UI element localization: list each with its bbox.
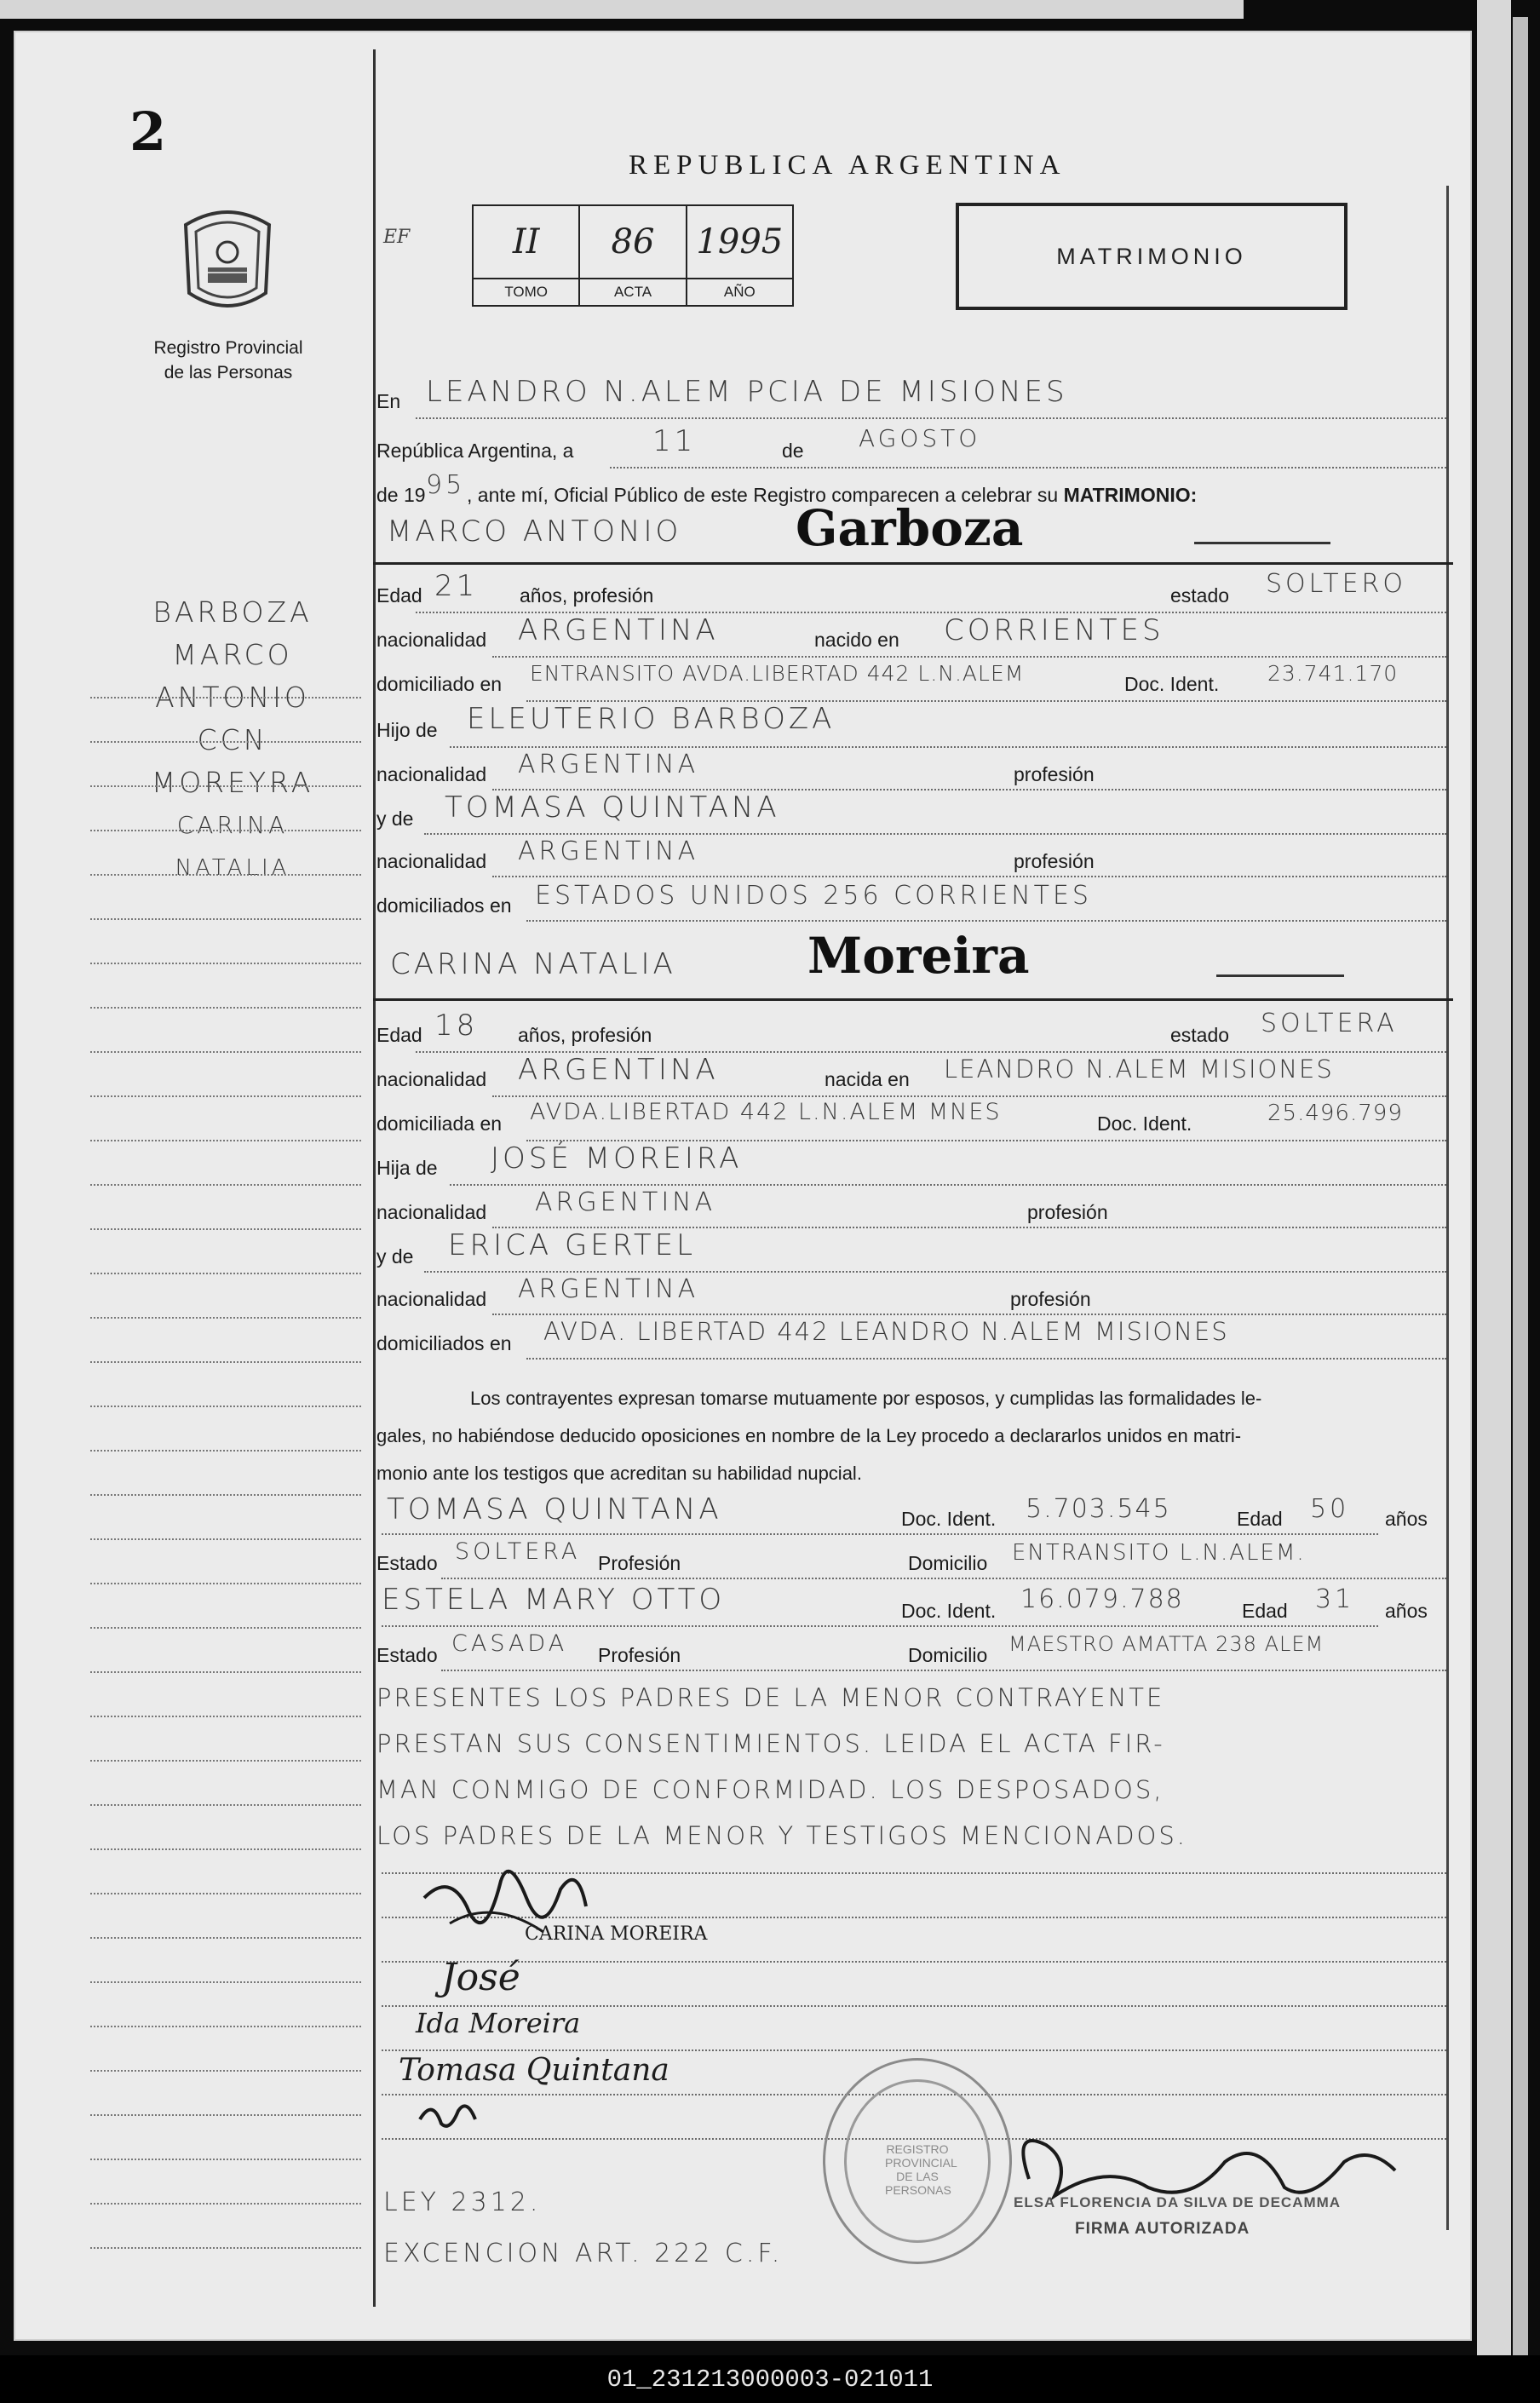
signature-jose: José	[441, 1956, 520, 1999]
marriage-record-page	[15, 32, 1470, 2339]
country-title: REPUBLICA ARGENTINA	[629, 150, 1066, 181]
de-label: de	[782, 440, 804, 462]
note-line: PRESENTES LOS PADRES DE LA MENOR CONTRAYENTE	[376, 1683, 1165, 1712]
bride-line-6	[424, 1271, 1446, 1273]
margin-ruled-line	[90, 1273, 361, 1274]
margin-ruled-line	[90, 963, 361, 964]
margin-name: MOREYRA	[151, 766, 314, 799]
groom-surname: Garboza	[796, 499, 1024, 557]
witness-2-domicilio: MAESTRO AMATTA 238 ALEM	[1008, 1632, 1325, 1656]
previous-page-strip	[0, 0, 1244, 19]
margin-ruled-line	[90, 918, 361, 920]
bride-line-8	[526, 1358, 1446, 1360]
republica-label: República Argentina, a	[376, 440, 574, 462]
volume-record-box	[472, 204, 794, 307]
margin-ruled-line	[90, 2026, 361, 2027]
bride-domiciliados-label: domiciliados en	[376, 1332, 512, 1354]
groom-domiciliados-label: domiciliados en	[376, 894, 512, 917]
margin-ruled-line	[90, 1848, 361, 1850]
groom-parents-domicilio: ESTADOS UNIDOS 256 CORRIENTES	[535, 881, 1092, 911]
witness-1-edad-label: Edad	[1237, 1508, 1283, 1530]
witness-1-estado: SOLTERA	[455, 1538, 581, 1565]
bride-surname: Moreira	[807, 927, 1030, 985]
bride-mother-nacionalidad: ARGENTINA	[518, 1274, 699, 1304]
intro-sentence: , ante mí, Oficial Público de este Registro comparecen a celebrar su	[467, 484, 1059, 506]
groom-nacionalidad: ARGENTINA	[518, 613, 719, 647]
bride-estado-label: estado	[1170, 1024, 1230, 1046]
registry-line-2: de las Personas	[164, 363, 293, 382]
provincial-seal-icon	[177, 199, 278, 319]
margin-name: ANTONIO	[155, 681, 310, 714]
official-role: FIRMA AUTORIZADA	[1075, 2220, 1250, 2238]
bride-mother-profesion-label: profesión	[1010, 1288, 1091, 1310]
margin-ruled-line	[90, 2159, 361, 2160]
groom-yde-label: y de	[376, 808, 414, 830]
witness-1-domicilio: ENTRANSITO L.N.ALEM.	[1012, 1540, 1306, 1566]
witness-1-line-1	[382, 1533, 1378, 1535]
witness-signature-scribble	[416, 2094, 484, 2136]
groom-line-7	[492, 876, 1446, 877]
groom-mother: TOMASA QUINTANA	[445, 790, 780, 825]
witness-1-domicilio-label: Domicilio	[908, 1552, 988, 1574]
law-line-1: LEY 2312.	[383, 2187, 542, 2217]
groom-nacionalidad-label: nacionalidad	[376, 629, 487, 651]
registry-label	[135, 336, 322, 385]
intro-matrimonio: MATRIMONIO:	[1063, 484, 1198, 506]
date-line	[610, 467, 1446, 469]
margin-divider	[373, 49, 376, 2307]
bride-domicilio: AVDA.LIBERTAD 442 L.N.ALEM MNES	[530, 1099, 1002, 1125]
groom-age: 21	[434, 569, 479, 603]
margin-ruled-line	[90, 2114, 361, 2116]
margin-ruled-line	[90, 874, 361, 876]
margin-ruled-line	[90, 1228, 361, 1230]
groom-mother-profesion-label: profesión	[1014, 850, 1095, 872]
bride-line-4	[450, 1184, 1446, 1186]
margin-ruled-line	[90, 1095, 361, 1097]
margin-ruled-line	[90, 2247, 361, 2249]
bride-nacida-label: nacida en	[825, 1068, 910, 1090]
margin-name: CARINA	[176, 811, 289, 839]
margin-ruled-line	[90, 1671, 361, 1673]
margin-ruled-line	[90, 1893, 361, 1894]
groom-signature-scribble	[416, 1847, 603, 1966]
witness-2-edad-label: Edad	[1242, 1600, 1288, 1622]
place-value: LEANDRO N.ALEM PCIA DE MISIONES	[426, 375, 1068, 409]
bride-nacionalidad: ARGENTINA	[518, 1053, 719, 1087]
groom-given-names: MARCO ANTONIO	[387, 515, 682, 549]
bride-domicilio-label: domiciliada en	[376, 1112, 503, 1135]
acta-value: 86	[611, 222, 655, 262]
witness-1-name: TOMASA QUINTANA	[387, 1492, 722, 1526]
signature-bride: CARINA MOREIRA	[525, 1923, 708, 1945]
margin-name: MARCO	[172, 638, 293, 671]
margin-ruled-line	[90, 1361, 361, 1363]
witness-2-name: ESTELA MARY OTTO	[382, 1583, 726, 1617]
groom-nacido-label: nacido en	[814, 629, 899, 651]
bride-given-names: CARINA NATALIA	[390, 947, 676, 981]
ef-mark: EF	[383, 227, 411, 248]
tomo-value: II	[512, 222, 540, 262]
witness-2-line-2	[441, 1670, 1446, 1671]
day-value: 11	[652, 424, 697, 458]
bride-line-7	[492, 1314, 1446, 1315]
bride-name-rule	[373, 998, 1453, 1001]
bride-father-profesion-label: profesión	[1027, 1201, 1108, 1223]
official-signature-scribble	[1003, 2111, 1412, 2230]
bride-edad-label: Edad	[376, 1024, 422, 1046]
witness-2-estado: CASADA	[451, 1630, 568, 1657]
adjacent-page-edge	[1477, 0, 1511, 2368]
groom-name-dash	[1194, 542, 1330, 544]
groom-hijo-label: Hijo de	[376, 719, 438, 741]
year-prefix: de 19	[376, 484, 426, 506]
bride-parents-domicilio: AVDA. LIBERTAD 442 LEANDRO N.ALEM MISIONES	[543, 1317, 1229, 1346]
groom-line-6	[424, 833, 1446, 835]
margin-ruled-line	[90, 1538, 361, 1540]
margin-ruled-line	[90, 2203, 361, 2205]
margin-ruled-line	[90, 830, 361, 831]
witness-2-estado-label: Estado	[376, 1644, 438, 1666]
right-border	[1446, 186, 1449, 2230]
groom-domicilio-label: domiciliado en	[376, 673, 503, 695]
official-name: ELSA FLORENCIA DA SILVA DE DECAMMA	[1014, 2194, 1342, 2210]
ano-label: AÑO	[687, 278, 792, 305]
note-line: PRESTAN SUS CONSENTIMIENTOS. LEIDA EL ACTA FIR-	[376, 1729, 1165, 1758]
margin-ruled-line	[90, 2070, 361, 2072]
margin-ruled-line	[90, 697, 361, 698]
bride-estado: SOLTERA	[1261, 1009, 1398, 1038]
bride-anos-profesion: años, profesión	[518, 1024, 652, 1046]
margin-ruled-line	[90, 1494, 361, 1496]
groom-line-4	[450, 746, 1446, 748]
bride-father: JOSÉ MOREIRA	[491, 1141, 743, 1176]
witness-2-doc-label: Doc. Ident.	[901, 1600, 997, 1622]
signature-witness: Tomasa Quintana	[399, 2053, 669, 2088]
margin-ruled-line	[90, 1406, 361, 1407]
groom-anos-profesion: años, profesión	[520, 584, 654, 606]
groom-edad-label: Edad	[376, 584, 422, 606]
notes-block	[376, 1675, 1450, 1859]
groom-estado-label: estado	[1170, 584, 1230, 606]
bride-nacionalidad-label: nacionalidad	[376, 1068, 487, 1090]
bride-age: 18	[434, 1009, 479, 1043]
margin-ruled-line	[90, 1051, 361, 1053]
margin-name: NATALIA	[175, 855, 290, 881]
witness-2-doc: 16.079.788	[1020, 1584, 1184, 1614]
margin-ruled-line	[90, 785, 361, 787]
declaration-text	[376, 1380, 1446, 1492]
margin-name: CCN	[197, 723, 268, 756]
margin-ruled-line	[90, 1981, 361, 1983]
witness-2-profesion-label: Profesión	[598, 1644, 681, 1666]
bride-father-nacionalidad: ARGENTINA	[535, 1187, 716, 1217]
margin-ruled-line	[90, 1716, 361, 1717]
declaration-line: monio ante los testigos que acreditan su habilidad nupcial.	[376, 1463, 862, 1484]
note-line: LOS PADRES DE LA MENOR Y TESTIGOS MENCIONADOS.	[376, 1821, 1188, 1850]
signature-ruled-line	[382, 2049, 1446, 2051]
stamp-text: REGISTRO PROVINCIAL DE LAS PERSONAS	[885, 2142, 957, 2197]
groom-domicilio: ENTRANSITO AVDA.LIBERTAD 442 L.N.ALEM	[530, 661, 1025, 686]
witness-1-doc: 5.703.545	[1026, 1494, 1171, 1524]
groom-mother-nacionalidad: ARGENTINA	[518, 836, 699, 866]
bride-doc: 25.496.799	[1267, 1101, 1403, 1126]
month-value: AGOSTO	[859, 424, 981, 452]
margin-ruled-line	[90, 1937, 361, 1939]
margin-ruled-line	[90, 1627, 361, 1629]
tomo-cell	[474, 206, 580, 305]
margin-ruled-line	[90, 1804, 361, 1806]
margin-ruled-line	[90, 1007, 361, 1009]
bride-mother: ERICA GERTEL	[448, 1228, 697, 1262]
groom-father-profesion-label: profesión	[1014, 763, 1095, 785]
signature-mother: Ida Moreira	[416, 2007, 581, 2039]
groom-father-nac-label: nacionalidad	[376, 763, 487, 785]
place-line	[416, 417, 1446, 419]
law-line-2: EXCENCION ART. 222 C.F.	[383, 2239, 784, 2268]
witness-1-estado-label: Estado	[376, 1552, 438, 1574]
witness-1-age: 50	[1310, 1494, 1350, 1524]
act-type-box: MATRIMONIO	[956, 203, 1348, 310]
groom-line-8	[526, 920, 1446, 922]
witness-2-anos-label: años	[1385, 1600, 1428, 1622]
margin-ruled-line	[90, 1450, 361, 1452]
acta-cell	[580, 206, 687, 305]
witness-2-age: 31	[1315, 1584, 1355, 1614]
margin-notes	[101, 591, 365, 889]
bride-yde-label: y de	[376, 1245, 414, 1268]
bride-name-dash	[1216, 974, 1344, 977]
bride-line-2	[492, 1095, 1446, 1097]
year-suffix: 95	[426, 470, 466, 500]
witness-2-domicilio-label: Domicilio	[908, 1644, 988, 1666]
margin-ruled-line	[90, 741, 361, 743]
witness-1-doc-label: Doc. Ident.	[901, 1508, 997, 1530]
groom-father-nacionalidad: ARGENTINA	[518, 750, 699, 779]
margin-ruled-line	[90, 1317, 361, 1319]
registry-line-1: Registro Provincial	[153, 338, 303, 358]
groom-birthplace: CORRIENTES	[944, 613, 1164, 647]
en-label: En	[376, 390, 401, 412]
adjacent-page-edge-shadow	[1513, 17, 1528, 2368]
groom-line-2	[492, 656, 1446, 658]
groom-estado: SOLTERO	[1266, 569, 1406, 599]
file-id-bar	[0, 2355, 1540, 2403]
margin-ruled-line	[90, 1184, 361, 1186]
page-number: 2	[129, 101, 167, 163]
witness-1-profesion-label: Profesión	[598, 1552, 681, 1574]
margin-ruled-line	[90, 1583, 361, 1584]
bride-father-nac-label: nacionalidad	[376, 1201, 487, 1223]
witness-1-anos-label: años	[1385, 1508, 1428, 1530]
groom-father: ELEUTERIO BARBOZA	[467, 702, 836, 736]
witness-2-line-1	[382, 1625, 1378, 1627]
ano-cell	[687, 206, 792, 305]
bride-hija-label: Hija de	[376, 1157, 438, 1179]
bride-birthplace: LEANDRO N.ALEM MISIONES	[944, 1055, 1334, 1084]
bride-mother-nac-label: nacionalidad	[376, 1288, 487, 1310]
acta-label: ACTA	[580, 278, 685, 305]
note-line: MAN CONMIGO DE CONFORMIDAD. LOS DESPOSADOS,	[376, 1775, 1164, 1804]
groom-doc: 23.741.170	[1267, 661, 1399, 686]
groom-doc-label: Doc. Ident.	[1124, 673, 1220, 695]
margin-name: BARBOZA	[152, 595, 313, 629]
witness-1-line-2	[441, 1578, 1446, 1579]
tomo-label: TOMO	[474, 278, 578, 305]
declaration-line: Los contrayentes expresan tomarse mutuamente por esposos, y cumplidas las formalidades le-	[470, 1388, 1262, 1409]
ano-value: 1995	[696, 222, 784, 262]
bride-doc-label: Doc. Ident.	[1097, 1112, 1192, 1135]
margin-ruled-line	[90, 1140, 361, 1141]
groom-mother-nac-label: nacionalidad	[376, 850, 487, 872]
file-id: 01_231213000003-021011	[606, 2365, 934, 2394]
declaration-line: gales, no habiéndose deducido oposiciones en nombre de la Ley procedo a declararlos unidos en matri-	[376, 1425, 1242, 1446]
groom-name-rule	[373, 562, 1453, 565]
official-stamp	[823, 2058, 1012, 2264]
margin-ruled-line	[90, 1760, 361, 1762]
